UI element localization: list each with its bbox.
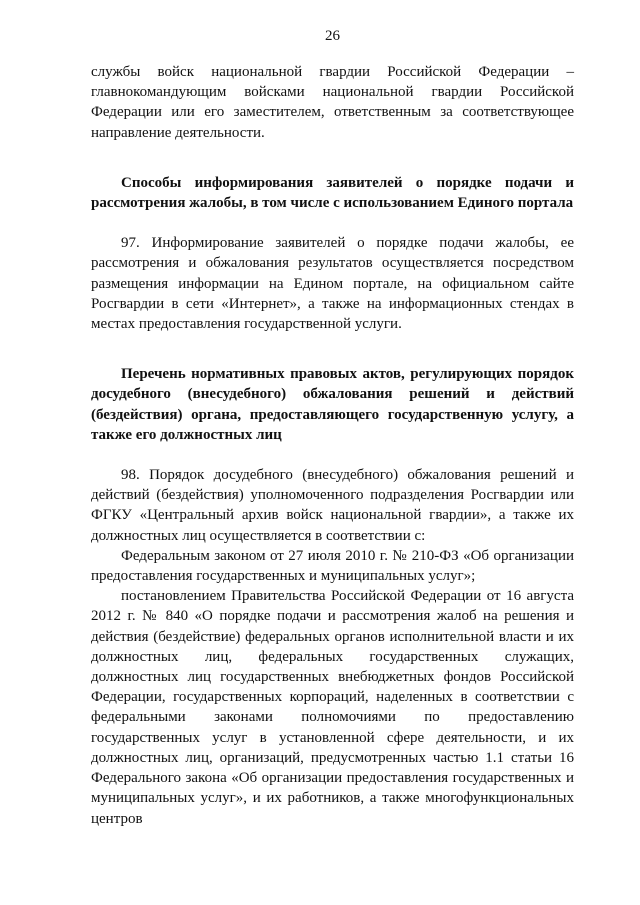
page-number: 26 [325,28,340,44]
section-heading-legal-acts: Перечень нормативных правовых актов, регулирующих порядок досудебного (внесудебного) обжалования решений и действий (бездействия) органа, предоставляющего государственную услугу, а также его должностных лиц [91,366,574,443]
paragraph-item-97: 97. Информирование заявителей о порядке подачи жалобы, ее рассмотрения и обжалования результатов осуществляется посредством размещения информации на Едином портале, на официальном сайте Росгвардии в сети «Интернет», а также на информационных стендах в местах предоставления государственной услуги. [91,235,574,333]
paragraph-item-98: 98. Порядок досудебного (внесудебного) обжалования решений и действий (бездействия) уполномоченного подразделения Росгвардии или ФГКУ «Центральный архив войск национальной гвардии», а также их должностных лиц осуществляется в соответствии с: [91,467,574,544]
section-heading-informing: Способы информирования заявителей о порядке подачи и рассмотрения жалобы, в том числе с использованием Единого портала [91,174,574,212]
paragraph-law-210-fz: Федеральным законом от 27 июля 2010 г. № 210-ФЗ «Об организации предоставления государственных и муниципальных услуг»; [91,547,574,585]
spacer [91,445,574,465]
paragraph-decree-840: постановлением Правительства Российской Федерации от 16 августа 2012 г. № 840 «О порядке подачи и рассмотрения жалоб на решения и действия (бездействие) федеральных органов исполнительной власти и их должностных лиц, федеральных государственных служащих, должностных лиц государственных внебюджетных фондов Российской Федерации, государственных корпораций, наделенных в соответствии с федеральными законами полномочиями по предоставлению государственных услуг в установленной сфере деятельности, и их должностных лиц, организаций, предусмотренных частью 1.1 статьи 16 Федерального закона «Об организации предоставления государственных и муниципальных услуг», и их работников, а также многофункциональных центров [91,588,574,827]
spacer [91,213,574,233]
spacer [91,334,574,364]
spacer [91,143,574,173]
paragraph-continuation: службы войск национальной гвардии Российской Федерации – главнокомандующим войсками национальной гвардии Российской Федерации или его заместителем, ответственным за соответствующее направление деятельности. [91,64,574,141]
